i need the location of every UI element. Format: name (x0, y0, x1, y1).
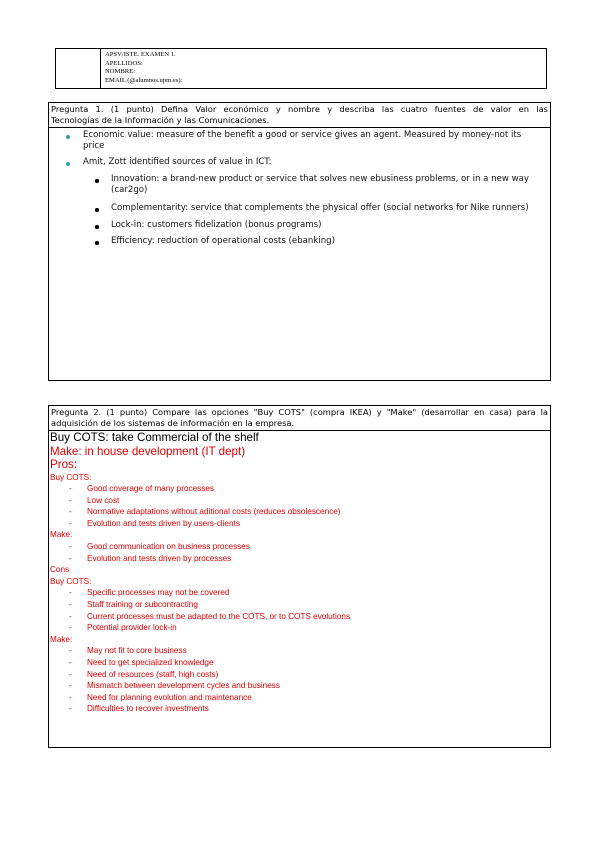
question-1-title: Pregunta 1. (1 punto) Defina Valor económico y nombre y describa las cuatro fuentes de valor en las Tecnologías de la Información y las Comunicaciones. (49, 103, 550, 128)
question-1-box (48, 102, 551, 381)
list-item (49, 541, 550, 553)
header-fields (105, 51, 182, 85)
surname-label: APELLIDOS: (105, 59, 143, 67)
source-innovation: Innovation: a brand-new product or service that solves new ebusiness problems, or in a new way (car2go) (111, 174, 530, 195)
list-item-text: Current processes must be adapted to the COTS, or to COTS evolutions (87, 611, 351, 621)
list-item (49, 703, 550, 715)
dash-bullet-icon: - (69, 507, 72, 517)
source-lock-in: Lock-in: customers fidelization (bonus programs) (111, 220, 322, 230)
list-item-text: Evolution and tests driven by users-clients (87, 518, 240, 528)
pros-make-label: Make: (50, 530, 73, 540)
list-item (49, 611, 550, 623)
list-item-text: Normative adaptations without aditional costs (reduces obsolescence) (87, 507, 341, 517)
dash-bullet-icon: - (69, 600, 72, 610)
list-item-text: Low cost (87, 495, 120, 505)
source-complementarity: Complementarity: service that complements the physical offer (social networks for Nike runners) (111, 203, 529, 213)
bullet-icon (66, 135, 70, 139)
dash-bullet-icon: - (69, 495, 72, 505)
list-item-text: Need for planning evolution and maintenance (87, 692, 252, 702)
list-item-text: Good communication on business processes (87, 542, 250, 552)
dash-bullet-icon: - (69, 484, 72, 494)
list-item-text: Difficulties to recover investments (87, 704, 209, 714)
bullet-icon (95, 241, 99, 245)
buy-cots-definition: Buy COTS: take Commercial of the shelf (50, 431, 259, 444)
question-2-answer (49, 431, 550, 715)
list-item (49, 518, 550, 530)
dash-bullet-icon: - (69, 658, 72, 667)
email-label: EMAIL (@alumnos.upm.es): (105, 76, 183, 84)
exam-header-table (55, 48, 547, 89)
dash-bullet-icon: - (69, 704, 72, 714)
list-item-text: Specific processes may not be covered (87, 588, 230, 598)
answer-economic-value: Economic value: measure of the benefit a good or service gives an agent. Measured by money-not its price (83, 130, 522, 151)
exam-title: APSV/ISTE. EXAMEN 1. (105, 51, 176, 58)
list-item (49, 495, 550, 507)
pros-buy-label: Buy COTS: (50, 472, 92, 482)
make-definition: Make: in house development (IT dept) (50, 444, 246, 458)
list-item (49, 553, 550, 565)
list-item-text: Good coverage of many processes (87, 484, 214, 494)
source-efficiency: Efficiency: reduction of operational costs (ebanking) (111, 236, 335, 246)
dash-bullet-icon: - (69, 692, 72, 702)
cons-buy-label: Buy COTS: (50, 576, 92, 586)
cons-make-label: Make: (50, 634, 73, 644)
list-item-text: May not fit to core business (87, 646, 187, 656)
name-label: NOMBRE: (105, 68, 136, 76)
cons-heading: Cons (50, 565, 70, 575)
list-item (49, 506, 550, 518)
bullet-icon (95, 225, 99, 229)
list-item (49, 680, 550, 692)
header-blank-cell (56, 49, 101, 88)
dash-bullet-icon: - (69, 588, 72, 598)
list-item (49, 692, 550, 704)
list-item (49, 669, 550, 681)
list-item-text: Potential provider lock-in (87, 623, 177, 633)
list-item-text: Need to get specialized knowledge (87, 658, 214, 667)
dash-bullet-icon: - (69, 646, 72, 656)
bullet-icon (95, 179, 99, 183)
list-item (49, 622, 550, 634)
dash-bullet-icon: - (69, 669, 72, 679)
list-item (49, 599, 550, 611)
question-2-title: Pregunta 2. (1 punto) Compare las opciones "Buy COTS" (compra IKEA) y "Make" (desarrollar en casa) para la adquisición de los sistemas de información en la empresa. (49, 406, 550, 431)
dash-bullet-icon: - (69, 623, 72, 633)
answer-amit-zott: Amit, Zott identified sources of value in ICT: (83, 157, 272, 167)
dash-bullet-icon: - (69, 518, 72, 528)
dash-bullet-icon: - (69, 553, 72, 563)
list-item (49, 587, 550, 599)
list-item-text: Evolution and tests driven by processes (87, 553, 232, 563)
dash-bullet-icon: - (69, 681, 72, 691)
list-item (49, 645, 550, 657)
list-item-text: Staff training or subcontracting (87, 600, 198, 610)
bullet-icon (66, 162, 70, 166)
list-item-text: Need of resources (staff, high costs) (87, 669, 219, 679)
bullet-icon (95, 208, 99, 212)
list-item (49, 657, 550, 669)
question-1-answer (49, 128, 550, 368)
question-2-box (48, 405, 551, 748)
pros-heading: Pros: (50, 458, 78, 471)
list-item (49, 483, 550, 495)
list-item-text: Mismatch between development cycles and business (87, 681, 280, 691)
dash-bullet-icon: - (69, 611, 72, 621)
dash-bullet-icon: - (69, 542, 72, 552)
